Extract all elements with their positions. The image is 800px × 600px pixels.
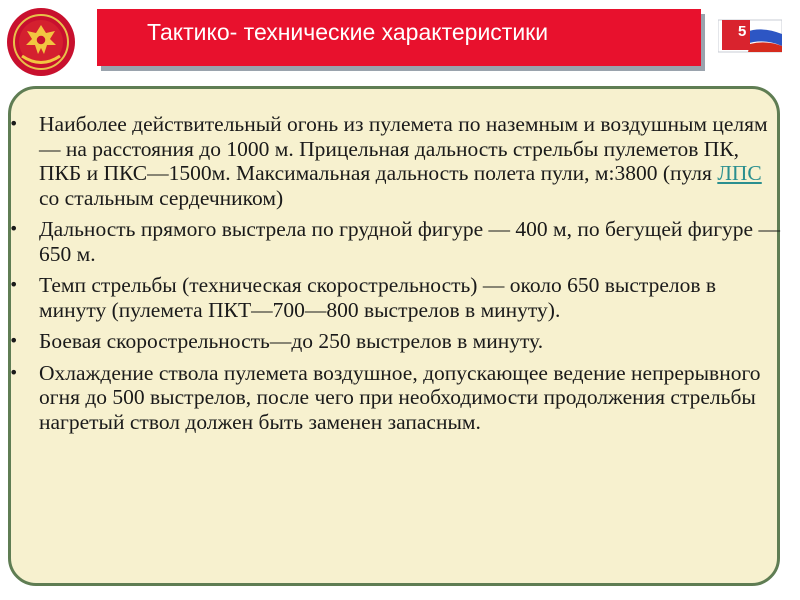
list-item (0, 217, 790, 266)
page-title: Тактико- технические характеристики (147, 19, 549, 45)
bullet-marker: • (9, 362, 19, 382)
list-item (0, 112, 790, 210)
title-bar (97, 9, 701, 66)
bullet-text: Наиболее действительный огонь из пулемета по наземным и воздушным целям — на расстояния до 1000 м. Прицельная дальность стрельбы пулеметов ПК, ПКБ и ПКС—1500м. Максимальная дальность полета пули, м:3800 (пуля (39, 112, 768, 185)
list-item (0, 329, 790, 354)
list-item (0, 361, 790, 435)
list-item (0, 273, 790, 322)
bullet-marker: • (9, 219, 19, 238)
bullet-text: Охлаждение ствола пулемета воздушное, допускающее ведение непрерывного огня до 500 выстрелов, после чего при необходимости продолжения стрельбы нагретый ствол должен быть заменен запасным. (39, 360, 761, 434)
bullet-marker: • (9, 114, 19, 133)
military-emblem-icon (6, 7, 76, 77)
bullet-marker: • (9, 331, 19, 350)
bullet-text: Темп стрельбы (техническая скорострельность) — около 650 выстрелов в минуту (пулемета ПКТ—700—800 выстрелов в минуту). (39, 273, 717, 322)
lps-link[interactable]: ЛПС (717, 161, 762, 185)
page-badge (718, 16, 782, 56)
page-number: 5 (738, 23, 747, 40)
bullet-list (0, 112, 790, 441)
russian-flag-icon (718, 16, 782, 56)
bullet-text: со стальным сердечником) (39, 185, 284, 210)
bullet-text: Дальность прямого выстрела по грудной фигуре — 400 м, по бегущей фигуре — 650 м. (39, 217, 780, 266)
bullet-marker: • (9, 275, 19, 294)
bullet-text: Боевая скорострельность—до 250 выстрелов в минуту. (39, 329, 544, 353)
